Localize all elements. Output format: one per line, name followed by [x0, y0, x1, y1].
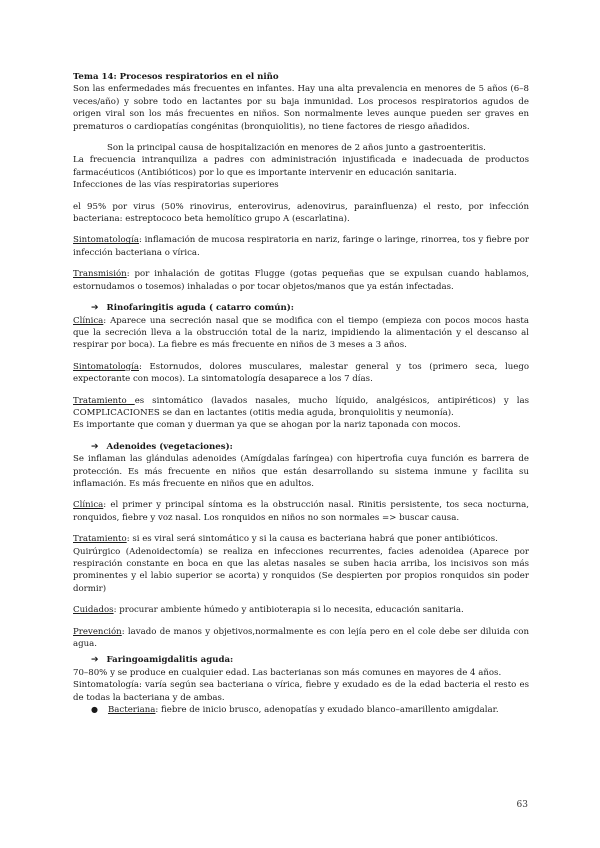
rhinopharyngitis-title: Rinofaringitis aguda ( catarro común):	[106, 303, 294, 314]
bacterial-item-text	[108, 704, 499, 716]
rhino-symptoms-paragraph	[73, 361, 529, 386]
rhino-treatment-label: Tratamiento	[73, 395, 135, 406]
adenoids-surgical-paragraph: Quirúrgico (Adenoidectomía) se realiza en infecciones recurrentes, facies adenoidea (Aparece por respiración constante en boca en que las aletas nasales se suben hacia arriba, los incisivos son más prominentes y el labio superior se acorta) y ronquidos (Se despierten por propios ronquidos sin poder dormir)	[73, 546, 529, 594]
prevention-label: Prevención	[73, 626, 122, 637]
prevention-paragraph	[73, 626, 529, 651]
rhinopharyngitis-heading	[91, 302, 529, 314]
pharyngotonsillitis-heading	[91, 654, 529, 666]
care-text: : procurar ambiente húmedo y antibioterapia si lo necesita, educación sanitaria.	[113, 605, 464, 616]
upper-infections-heading: Infecciones de las vías respiratorias superiores	[73, 180, 279, 191]
pharyngo-intro-paragraph: 70–80% y se produce en cualquier edad. Las bacterianas son más comunes en mayores de 4 años.	[73, 667, 502, 678]
rhino-treatment-text: es sintomático (lavados nasales, mucho líquido, analgésicos, antipiréticos) y las COMPLICACIONES se dan en lactantes (otitis media aguda, bronquiolitis y neumonía).	[73, 395, 530, 418]
arrow-icon: ➔	[91, 441, 99, 452]
adenoids-treatment-label: Tratamiento	[73, 534, 127, 545]
symptoms-text: : inflamación de mucosa respiratoria en nariz, faringe o laringe, rinorrea, tos y fiebre por infección bacteriana o vírica.	[73, 235, 529, 258]
rhino-important-paragraph: Es importante que coman y duerman ya que se ahogan por la nariz taponada con mocos.	[73, 420, 461, 431]
arrow-icon: ➔	[91, 303, 99, 314]
pharyngotonsillitis-title: Faringoamigdalitis aguda:	[106, 655, 234, 666]
hospitalization-paragraph: Son la principal causa de hospitalización en menores de 2 años junto a gastroenteritis.	[107, 143, 486, 154]
page-content	[73, 71, 529, 716]
rhino-clinical-label: Clínica	[73, 315, 104, 326]
pharyngo-symptoms-paragraph: Sintomatología: varía según sea bacteriana o vírica, fiebre y exudado es de la edad bacteria el resto es de todas la bacteriana y de ambas.	[73, 680, 529, 703]
frequency-paragraph: La frecuencia intranquiliza a padres con administración injustificada e inadecuada de productos farmacéuticos (Antibióticos) por lo que es importante intervenir en educación sanitaria.	[73, 155, 529, 178]
adenoids-clinical-text: : el primer y principal síntoma es la obstrucción nasal. Rinitis persistente, tos seca nocturna, ronquidos, fiebre y voz nasal. Los ronquidos en niños no son normales => buscar causa.	[73, 500, 529, 523]
adenoids-clinical-label: Clínica	[73, 500, 104, 511]
rhino-clinical-text: : Aparece una secreción nasal que se modifica con el tiempo (empieza con pocos mocos hasta que la secreción lleva a la obstrucción total de la nariz, impidiendo la alimentación y el descanso al respirar por boca). La fiebre es más frecuente en niños de 3 meses a 3 años.	[73, 315, 529, 351]
adenoids-treatment-text: : si es viral será sintomático y si la causa es bacteriana habrá que poner antibióticos.	[126, 534, 498, 545]
adenoids-intro-paragraph: Se inflaman las glándulas adenoides (Amígdalas faríngea) con hipertrofia cuya función es barrera de protección. Es más frecuente en niños que están desarrollando su sistema inmune y facilita su inflamación. Es más frecuente en niños que en adultos.	[73, 454, 529, 489]
rhino-symptoms-text: : Estornudos, dolores musculares, malestar general y tos (primero seca, luego expectorante con mocos). La sintomatología desaparece a los 7 días.	[73, 361, 529, 385]
page-title: Tema 14: Procesos respiratorios en el niño	[73, 72, 279, 82]
transmission-paragraph	[73, 268, 529, 293]
adenoids-treatment-paragraph	[73, 533, 529, 545]
rhino-treatment-paragraph	[73, 395, 529, 420]
rhino-symptoms-label: Sintomatología	[73, 361, 139, 372]
virus-paragraph: el 95% por virus (50% rinovirus, enterovirus, adenovirus, parainfluenza) el resto, por infección bacteriana: estreptococo beta hemolítico grupo A (escarlatina).	[73, 201, 529, 225]
transmission-text: : por inhalación de gotitas Flugge (gotas pequeñas que se expulsan cuando hablamos, estornudamos o tosemos) inhaladas o por tocar objetos/manos que ya están infectadas.	[73, 269, 529, 292]
page-number: 63	[516, 800, 528, 810]
transmission-label: Transmisión	[73, 269, 127, 280]
symptoms-label: Sintomatología	[73, 235, 139, 246]
care-paragraph	[73, 604, 529, 616]
prevention-text: : lavado de manos y objetivos,normalmente es con lejía pero en el cole debe ser diluida con agua.	[73, 626, 529, 650]
bacterial-label: Bacteriana	[107, 705, 156, 716]
adenoids-heading	[91, 441, 529, 453]
bullet-icon: ●	[91, 705, 98, 715]
arrow-icon: ➔	[91, 655, 99, 666]
adenoids-title: Adenoides (vegetaciones):	[106, 441, 233, 452]
bacterial-text: : fiebre de inicio brusco, adenopatías y exudado blanco–amarillento amigdalar.	[155, 705, 499, 716]
bacterial-list-item	[91, 704, 529, 716]
adenoids-clinical-paragraph	[73, 499, 529, 524]
care-label: Cuidados	[73, 605, 114, 616]
rhino-clinical-paragraph	[73, 315, 529, 352]
symptoms-paragraph	[73, 234, 529, 259]
intro-paragraph: Son las enfermedades más frecuentes en infantes. Hay una alta prevalencia en menores de 5 años (6–8 veces/año) y sobre todo en lactantes por su baja inmunidad. Los procesos respiratorios agudos de origen viral son los más frecuentes en niños. Son normalmente leves aunque pueden ser graves en prematuros o cardiopatías congénitas (bronquiolitis), no tiene factores de riesgo añadidos.	[73, 84, 529, 132]
